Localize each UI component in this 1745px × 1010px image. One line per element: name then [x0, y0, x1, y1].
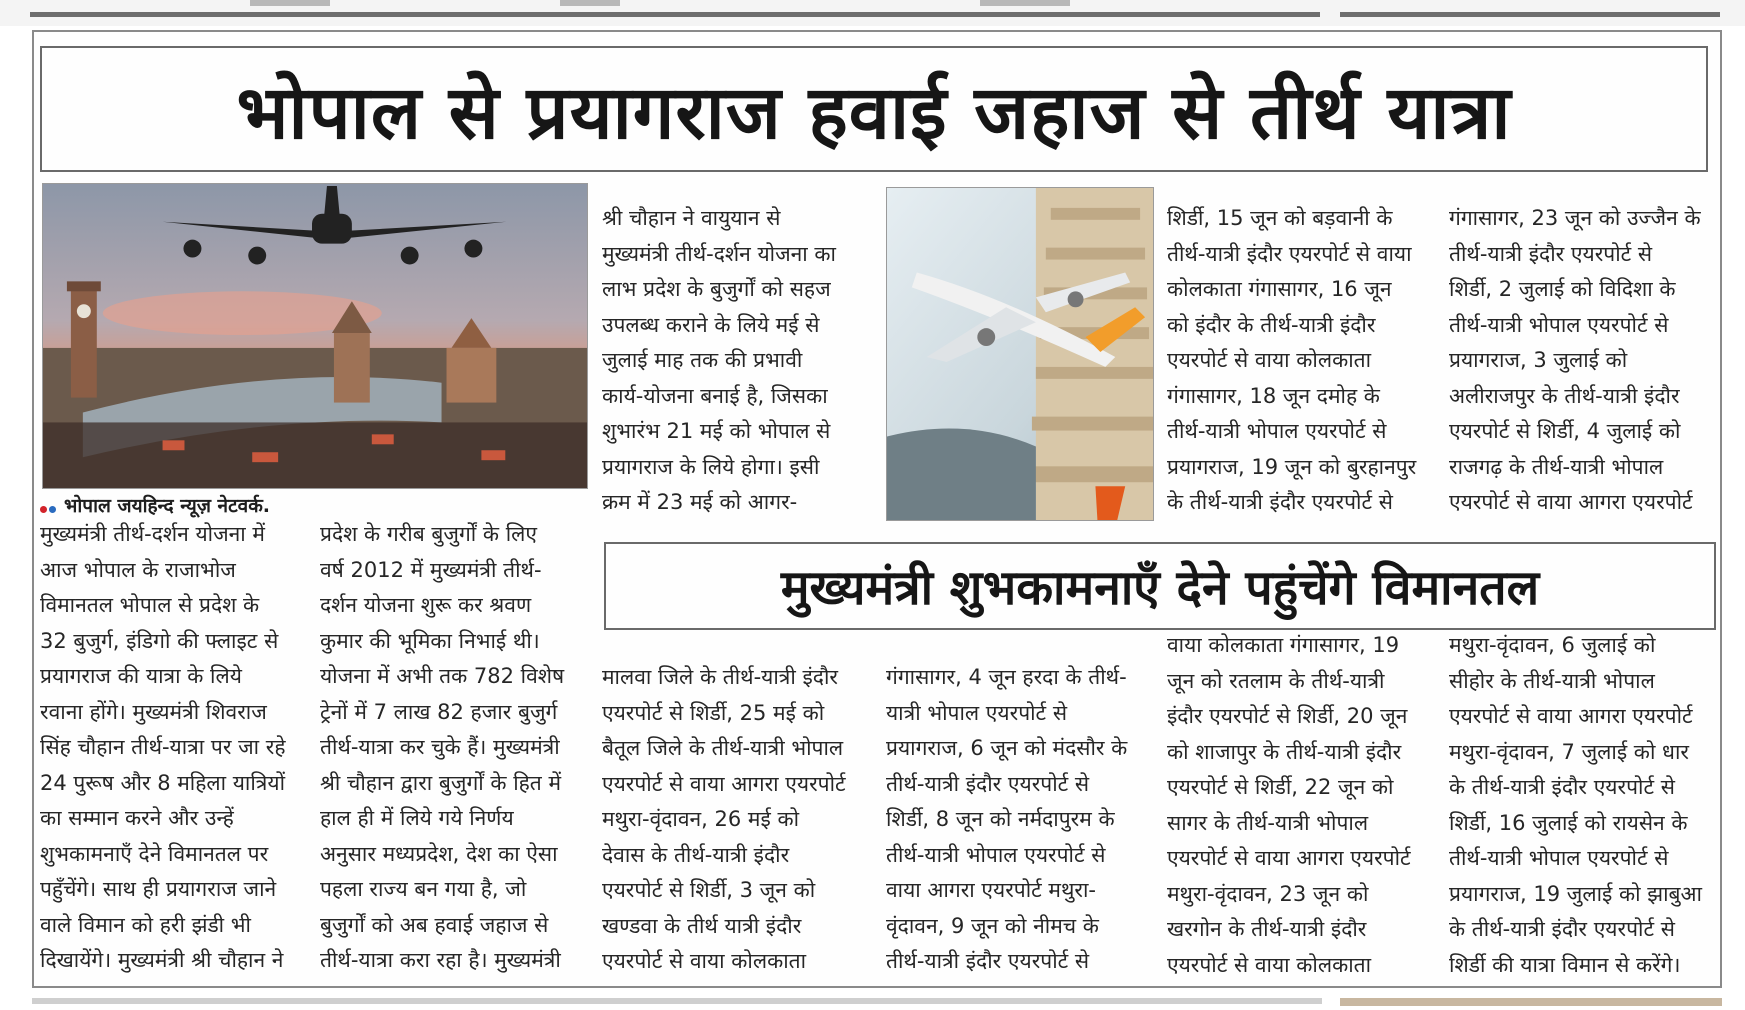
column-4-line: यात्री भोपाल एयरपोर्ट से — [886, 700, 1068, 725]
column-2-line: कुमार की भूमिका निभाई थी। — [320, 628, 540, 653]
column-3-line: खण्डवा के तीर्थ यात्री इंदौर — [602, 913, 802, 938]
headline: भोपाल से प्रयागराज हवाई जहाज से तीर्थ यात्रा — [236, 69, 1512, 156]
column-1-line: वाले विमान को हरी झंडी भी — [40, 912, 251, 937]
column-3-top — [602, 201, 836, 521]
column-2-line: ट्रेनों में 7 लाख 82 हजार बुजुर्ग — [320, 699, 558, 724]
column-5-line: एयरपोर्ट से शिर्डी, 22 जून को — [1167, 775, 1394, 799]
byline: भोपाल जयहिन्द न्यूज़ नेटवर्क. — [40, 492, 270, 518]
column-3-line: बैतूल जिले के तीर्थ-यात्री भोपाल — [602, 736, 844, 760]
column-3-line: श्री चौहान ने वायुयान से — [602, 206, 781, 230]
column-4-line: वाया आगरा एयरपोर्ट मथुरा- — [886, 878, 1096, 902]
column-2-line: बुजुर्गों को अब हवाई जहाज से — [320, 912, 549, 937]
column-1-line: 32 बुजुर्ग, इंडिगो की फ्लाइट से — [40, 628, 279, 653]
column-3-line: एयरपोर्ट से शिर्डी, 25 मई को — [602, 700, 825, 725]
column-6-line: शिर्डी, 2 जुलाई को विदिशा के — [1449, 277, 1676, 301]
aircraft-temple-photo — [886, 187, 1154, 521]
column-3-line: लाभ प्रदेश के बुजुर्गों को सहज — [602, 277, 831, 301]
column-5-top — [1167, 201, 1416, 521]
column-5-line: कोलकाता गंगासागर, 16 जून — [1167, 277, 1392, 301]
column-3-line: देवास के तीर्थ-यात्री इंदौर — [602, 842, 790, 867]
column-3-line: कार्य-योजना बनाई है, जिसका — [602, 383, 828, 408]
column-5-line: मथुरा-वृंदावन, 23 जून को — [1167, 881, 1369, 906]
column-5-line: इंदौर एयरपोर्ट से शिर्डी, 20 जून — [1167, 704, 1408, 728]
column-2-line: पहला राज्य बन गया है, जो — [320, 877, 527, 901]
column-5-line: को शाजापुर के तीर्थ-यात्री इंदौर — [1167, 739, 1402, 764]
column-4-line: तीर्थ-यात्री भोपाल एयरपोर्ट से — [886, 842, 1106, 867]
headline-box — [40, 46, 1708, 172]
column-6-line: सीहोर के तीर्थ-यात्री भोपाल — [1449, 668, 1655, 693]
column-6-line: मथुरा-वृंदावन, 7 जुलाई को धार — [1449, 739, 1689, 764]
column-1-line: प्रयागराज की यात्रा के लिये — [40, 664, 242, 688]
column-3-line: मुख्यमंत्री तीर्थ-दर्शन योजना का — [602, 241, 836, 266]
column-1-line: विमानतल भोपाल से प्रदेश के — [40, 593, 260, 617]
subheadline-box — [604, 542, 1716, 630]
column-1-line: 24 पुरूष और 8 महिला यात्रियों — [40, 770, 286, 795]
column-1 — [40, 517, 286, 979]
column-5-line: खरगोन के तीर्थ-यात्री इंदौर — [1167, 917, 1367, 941]
column-2-line: तीर्थ-यात्रा कर चुके हैं। मुख्यमंत्री — [320, 735, 560, 759]
column-6-line: तीर्थ-यात्री इंदौर एयरपोर्ट से — [1449, 241, 1653, 266]
bullet-dots-icon — [40, 496, 58, 518]
column-1-line: रवाना होंगे। मुख्यमंत्री शिवराज — [40, 699, 267, 724]
column-3-line: एयरपोर्ट से शिर्डी, 3 जून को — [602, 878, 816, 902]
column-5-line: एयरपोर्ट से वाया कोलकाता — [1167, 348, 1372, 372]
column-3-line: मालवा जिले के तीर्थ-यात्री इंदौर — [602, 665, 838, 689]
column-4-line: वृंदावन, 9 जून को नीमच के — [886, 913, 1099, 938]
column-6-line: शिर्डी, 16 जुलाई को रायसेन के — [1449, 810, 1688, 835]
column-6-line: एयरपोर्ट से शिर्डी, 4 जुलाई को — [1449, 419, 1681, 443]
column-5-line: तीर्थ-यात्री इंदौर एयरपोर्ट से वाया — [1167, 241, 1412, 266]
column-1-line: पहुँचेंगे। साथ ही प्रयागराज जाने — [40, 877, 277, 901]
column-3-line: प्रयागराज के लिये होगा। इसी — [602, 454, 820, 479]
column-6-line: मथुरा-वृंदावन, 6 जुलाई को — [1449, 633, 1656, 657]
column-2-line: हाल ही में लिये गये निर्णय — [320, 806, 514, 830]
column-2-line: अनुसार मध्यप्रदेश, देश का ऐसा — [320, 841, 558, 866]
column-5-line: के तीर्थ-यात्री इंदौर एयरपोर्ट से — [1167, 490, 1393, 514]
column-5-line: जून को रतलाम के तीर्थ-यात्री — [1167, 668, 1385, 693]
column-2-line: प्रदेश के गरीब बुजुर्गों के लिए — [320, 522, 537, 546]
column-6-line: शिर्डी की यात्रा विमान से करेंगे। — [1449, 952, 1681, 977]
column-6-line: अलीराजपुर के तीर्थ-यात्री इंदौर — [1449, 383, 1680, 408]
column-6-line: एयरपोर्ट से वाया आगरा एयरपोर्ट — [1449, 490, 1693, 514]
column-3-line: एयरपोर्ट से वाया आगरा एयरपोर्ट — [602, 771, 846, 796]
column-3-bottom — [602, 660, 846, 980]
subheadline: मुख्यमंत्री शुभकामनाएँ देने पहुंचेंगे विमानतल — [780, 559, 1540, 616]
column-5-line: शिर्डी, 15 जून को बड़वानी के — [1167, 206, 1393, 230]
column-5-line: एयरपोर्ट से वाया आगरा एयरपोर्ट — [1167, 846, 1411, 870]
column-1-line: सिंह चौहान तीर्थ-यात्रा पर जा रहे — [40, 735, 286, 759]
top-page-edge — [0, 0, 1745, 26]
column-2 — [320, 517, 564, 979]
column-1-line: शुभकामनाएँ देने विमानतल पर — [40, 841, 269, 866]
column-6-line: गंगासागर, 23 जून को उज्जैन के — [1449, 206, 1701, 230]
column-1-line: का सम्मान करने और उन्हें — [40, 806, 234, 830]
column-3-line: एयरपोर्ट से वाया कोलकाता — [602, 949, 807, 973]
column-5-line: एयरपोर्ट से वाया कोलकाता — [1167, 952, 1372, 977]
column-6-top — [1449, 201, 1701, 521]
column-3-line: मथुरा-वृंदावन, 26 मई को — [602, 807, 800, 831]
column-3-line: जुलाई माह तक की प्रभावी — [602, 348, 803, 372]
column-3-line: क्रम में 23 मई को आगर- — [602, 490, 798, 514]
column-4-line: गंगासागर, 4 जून हरदा के तीर्थ- — [886, 665, 1127, 689]
column-4-line: तीर्थ-यात्री इंदौर एयरपोर्ट से — [886, 771, 1090, 796]
column-1-line: आज भोपाल के राजाभोज — [40, 557, 236, 582]
column-2-line: वर्ष 2012 में मुख्यमंत्री तीर्थ- — [320, 557, 542, 582]
bottom-page-edge-right — [1340, 998, 1722, 1006]
ghat-aircraft-photo — [42, 183, 588, 489]
column-2-line: तीर्थ-यात्रा करा रहा है। मुख्यमंत्री — [320, 948, 561, 972]
column-4-bottom — [886, 660, 1127, 980]
column-3-line: शुभारंभ 21 मई को भोपाल से — [602, 419, 831, 443]
column-5-line: गंगासागर, 18 जून दमोह के — [1167, 383, 1380, 408]
column-6-line: के तीर्थ-यात्री इंदौर एयरपोर्ट से — [1449, 775, 1675, 799]
column-1-line: दिखायेंगे। मुख्यमंत्री श्री चौहान ने — [40, 948, 284, 972]
column-6-line: के तीर्थ-यात्री इंदौर एयरपोर्ट से — [1449, 917, 1675, 941]
column-5-line: वाया कोलकाता गंगासागर, 19 — [1167, 633, 1400, 657]
column-6-line: प्रयागराज, 19 जुलाई को झाबुआ — [1449, 881, 1703, 906]
column-6-line: तीर्थ-यात्री भोपाल एयरपोर्ट से — [1449, 846, 1669, 870]
column-4-line: प्रयागराज, 6 जून को मंदसौर के — [886, 736, 1128, 760]
column-6-line: प्रयागराज, 3 जुलाई को — [1449, 348, 1628, 372]
column-5-bottom — [1167, 628, 1411, 983]
column-6-bottom — [1449, 628, 1702, 983]
bottom-page-edge — [32, 998, 1322, 1004]
column-1-line: मुख्यमंत्री तीर्थ-दर्शन योजना में — [40, 522, 265, 546]
column-6-line: राजगढ़ के तीर्थ-यात्री भोपाल — [1449, 454, 1664, 479]
column-6-line: तीर्थ-यात्री भोपाल एयरपोर्ट से — [1449, 312, 1669, 337]
column-5-line: तीर्थ-यात्री भोपाल एयरपोर्ट से — [1167, 419, 1387, 443]
column-2-line: योजना में अभी तक 782 विशेष — [320, 664, 565, 688]
column-5-line: को इंदौर के तीर्थ-यात्री इंदौर — [1167, 312, 1376, 337]
column-6-line: एयरपोर्ट से वाया आगरा एयरपोर्ट — [1449, 704, 1693, 728]
column-3-line: उपलब्ध कराने के लिये मई से — [602, 312, 820, 337]
column-2-line: दर्शन योजना शुरू कर श्रवण — [320, 593, 532, 617]
column-5-line: प्रयागराज, 19 जून को बुरहानपुर — [1167, 454, 1417, 479]
column-5-line: सागर के तीर्थ-यात्री भोपाल — [1167, 810, 1369, 835]
column-2-line: श्री चौहान द्वारा बुजुर्गों के हित में — [320, 770, 561, 795]
column-4-line: शिर्डी, 8 जून को नर्मदापुरम के — [886, 807, 1115, 831]
column-4-line: तीर्थ-यात्री इंदौर एयरपोर्ट से — [886, 949, 1090, 973]
